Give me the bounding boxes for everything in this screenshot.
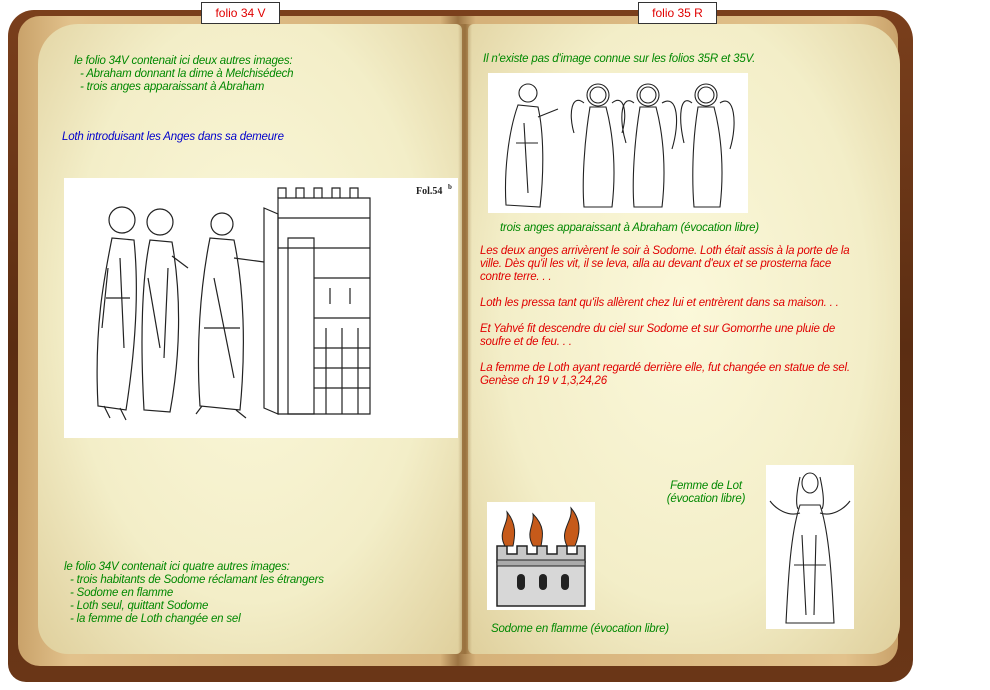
text-line: le folio 34V contenait ici quatre autres images: <box>64 561 290 573</box>
genesis-paragraph <box>480 362 850 388</box>
tab-folio-35r[interactable]: folio 35 R <box>638 2 717 24</box>
sodom-flame-illustration <box>487 502 595 610</box>
genesis-paragraph <box>480 297 850 310</box>
text-line: ville. Dès qu'il les vit, il se leva, alla au devant d'eux et se prosterna face <box>480 258 832 270</box>
tab-folio-34v[interactable]: folio 34 V <box>201 2 280 24</box>
genesis-paragraph <box>480 323 850 349</box>
three-angels-illustration <box>488 73 748 213</box>
text-line: soufre et de feu. . . <box>480 336 572 348</box>
left-outro-text <box>64 561 324 626</box>
text-line: Femme de Lot <box>670 480 742 492</box>
left-heading: Loth introduisant les Anges dans sa demeure <box>62 131 284 143</box>
loth-angels-illustration <box>64 178 458 438</box>
genesis-paragraph <box>480 245 850 284</box>
right-note: Il n'existe pas d'image connue sur les folios 35R et 35V. <box>483 53 756 65</box>
folio-mark-sup: b <box>448 183 452 191</box>
text-line: - trois habitants de Sodome réclamant les étrangers <box>64 574 324 586</box>
text-line: Et Yahvé fit descendre du ciel sur Sodome et sur Gomorrhe une pluie de <box>480 323 836 335</box>
wife-caption <box>658 480 754 506</box>
text-line: Les deux anges arrivèrent le soir à Sodome. Loth était assis à la porte de la <box>480 245 850 257</box>
text-line: - trois anges apparaissant à Abraham <box>74 81 265 93</box>
text-line: - Loth seul, quittant Sodome <box>64 600 209 612</box>
text-line: contre terre. . . <box>480 271 552 283</box>
text-line: - la femme de Loth changée en sel <box>64 613 241 625</box>
folio-mark: Fol.54 <box>416 186 443 197</box>
genesis-reference: Genèse ch 19 v 1,3,24,26 <box>480 375 607 387</box>
text-line: le folio 34V contenait ici deux autres images: <box>74 55 293 67</box>
sodom-caption: Sodome en flamme (évocation libre) <box>491 623 669 635</box>
lot-wife-illustration <box>766 465 854 629</box>
text-line: Loth les pressa tant qu'ils allèrent chez lui et entrèrent dans sa maison. . . <box>480 297 839 309</box>
text-line: (évocation libre) <box>666 493 746 505</box>
text-line: - Sodome en flamme <box>64 587 174 599</box>
angels-caption: trois anges apparaissant à Abraham (évocation libre) <box>500 222 759 234</box>
genesis-text <box>480 245 850 401</box>
left-intro-text <box>74 55 293 94</box>
text-line: - Abraham donnant la dime à Melchisédech <box>74 68 294 80</box>
text-line: La femme de Loth ayant regardé derrière elle, fut changée en statue de sel. <box>480 362 850 374</box>
book-gutter <box>458 24 472 654</box>
